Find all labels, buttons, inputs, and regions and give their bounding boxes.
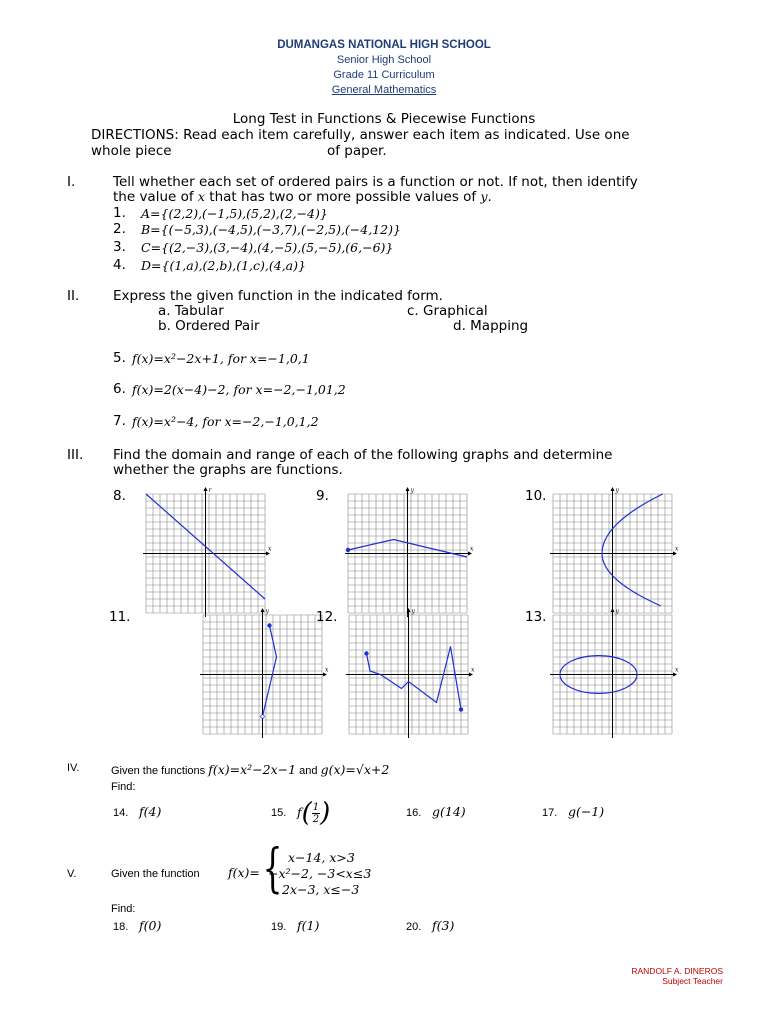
section5-find: Find: bbox=[111, 903, 136, 915]
section2-line1: Express the given function in the indicated form. bbox=[113, 288, 443, 304]
svg-text:y: y bbox=[615, 487, 619, 494]
item-number: 17. bbox=[542, 807, 558, 819]
graph-number: 11. bbox=[109, 609, 131, 625]
graph-number: 9. bbox=[316, 488, 329, 504]
f-definition: f(x)=x²−2x−1 bbox=[208, 762, 297, 777]
evaluate-expression bbox=[139, 804, 161, 819]
option-a: a. Tabular bbox=[158, 303, 224, 319]
evaluate-expression bbox=[568, 804, 604, 819]
function-expression: f(x)=x²−2x+1, for x=−1,0,1 bbox=[132, 351, 310, 366]
function-name: g(14) bbox=[432, 804, 466, 819]
subject: General Mathematics bbox=[331, 84, 437, 96]
graph-number: 10. bbox=[525, 488, 547, 504]
option-c: c. Graphical bbox=[407, 303, 488, 319]
coordinate-graph-11 bbox=[199, 607, 338, 743]
piecewise-f: f(x)= bbox=[228, 865, 260, 880]
svg-text:x: x bbox=[471, 666, 475, 674]
item-number: 14. bbox=[113, 807, 129, 819]
item-number: 18. bbox=[113, 921, 129, 933]
graph-number: 13. bbox=[525, 609, 547, 625]
piecewise-brace: { bbox=[262, 839, 283, 899]
coordinate-graph-12 bbox=[345, 607, 481, 743]
evaluate-expression: f(0) bbox=[139, 918, 162, 933]
curriculum: Grade 11 Curriculum bbox=[333, 69, 435, 81]
directions-line2b: of paper. bbox=[327, 143, 387, 159]
item-number: 2. bbox=[113, 221, 126, 237]
directions-line1: DIRECTIONS: Read each item carefully, answer each item as indicated. Use one bbox=[91, 127, 630, 143]
section4-numeral: IV. bbox=[67, 762, 80, 774]
school-name: DUMANGAS NATIONAL HIGH SCHOOL bbox=[277, 39, 491, 51]
ordered-pairs-set: A={(2,2),(−1,5),(5,2),(2,−4)} bbox=[141, 206, 328, 221]
svg-text:y: y bbox=[410, 487, 414, 494]
function-name: g(−1) bbox=[568, 804, 605, 819]
item-number: 1. bbox=[113, 205, 126, 221]
item-number: 4. bbox=[113, 257, 126, 273]
teacher-role: Subject Teacher bbox=[662, 976, 723, 986]
coordinate-graph-10 bbox=[549, 486, 685, 622]
evaluate-expression: f(1) bbox=[297, 918, 320, 933]
case-3: 2x−3, x≤−3 bbox=[282, 882, 360, 897]
section4-find: Find: bbox=[111, 781, 136, 793]
section3-line1: Find the domain and range of each of the following graphs and determine bbox=[113, 447, 613, 463]
item-number: 3. bbox=[113, 239, 126, 255]
directions-line2a: whole piece bbox=[91, 143, 172, 159]
option-d: d. Mapping bbox=[453, 318, 529, 334]
item-number: 15. bbox=[271, 807, 287, 819]
function-expression: f(x)=2(x−4)−2, for x=−2,−1,01,2 bbox=[132, 382, 346, 397]
section5-numeral: V. bbox=[67, 868, 77, 880]
case-2: −x²−2, −3<x≤3 bbox=[268, 866, 372, 881]
evaluate-expression bbox=[432, 804, 466, 819]
evaluate-expression: f(3) bbox=[432, 918, 455, 933]
item-number: 6. bbox=[113, 381, 126, 397]
svg-text:r: r bbox=[208, 487, 212, 494]
svg-text:x: x bbox=[675, 666, 679, 674]
item-number: 19. bbox=[271, 921, 287, 933]
g-definition: g(x)=√x+2 bbox=[320, 762, 390, 777]
section1-line2: the value of x that has two or more possible values of y. bbox=[113, 189, 492, 205]
case-1: x−14, x>3 bbox=[288, 850, 355, 865]
fraction: $\frac{1}{2}$ bbox=[312, 801, 320, 825]
section3-numeral: III. bbox=[67, 447, 84, 463]
item-number: 7. bbox=[113, 413, 126, 429]
page-title: Long Test in Functions & Piecewise Functions bbox=[232, 111, 536, 127]
svg-text:y: y bbox=[615, 608, 619, 615]
evaluate-expression: f( $\frac{1}{2}$ ) bbox=[297, 798, 331, 828]
coordinate-graph-13 bbox=[549, 607, 685, 743]
option-b: b. Ordered Pair bbox=[158, 318, 260, 334]
svg-text:y: y bbox=[411, 608, 415, 615]
section4-given: Given the functions f(x)=x²−2x−1 and g(x)=√x+2 bbox=[111, 762, 390, 777]
item-number: 5. bbox=[113, 350, 126, 366]
section1-numeral: I. bbox=[67, 174, 76, 190]
function-name: f(4) bbox=[139, 804, 162, 819]
item-number: 16. bbox=[406, 807, 422, 819]
svg-text:x: x bbox=[268, 545, 272, 553]
section3-line2: whether the graphs are functions. bbox=[113, 462, 343, 478]
svg-text:y: y bbox=[265, 608, 269, 615]
coordinate-graph-8 bbox=[142, 486, 278, 622]
coordinate-graph-9 bbox=[344, 486, 480, 622]
function-expression: f(x)=x²−4, for x=−2,−1,0,1,2 bbox=[132, 414, 319, 429]
graph-number: 12. bbox=[316, 609, 338, 625]
section5-given: Given the function bbox=[111, 868, 200, 880]
section2-numeral: II. bbox=[67, 288, 80, 304]
section1-line1: Tell whether each set of ordered pairs is a function or not. If not, then identify bbox=[113, 174, 638, 190]
teacher-name: RANDOLF A. DINEROS bbox=[631, 966, 723, 976]
svg-text:x: x bbox=[675, 545, 679, 553]
svg-text:x: x bbox=[470, 545, 474, 553]
item-number: 20. bbox=[406, 921, 422, 933]
graph-number: 8. bbox=[113, 488, 126, 504]
svg-text:x: x bbox=[325, 666, 329, 674]
ordered-pairs-set: B={(−5,3),(−4,5),(−3,7),(−2,5),(−4,12)} bbox=[141, 222, 401, 237]
department: Senior High School bbox=[336, 54, 432, 66]
function-name: f bbox=[297, 804, 302, 820]
ordered-pairs-set: C={(2,−3),(3,−4),(4,−5),(5,−5),(6,−6)} bbox=[141, 240, 394, 255]
ordered-pairs-set: D={(1,a),(2,b),(1,c),(4,a)} bbox=[141, 258, 306, 273]
